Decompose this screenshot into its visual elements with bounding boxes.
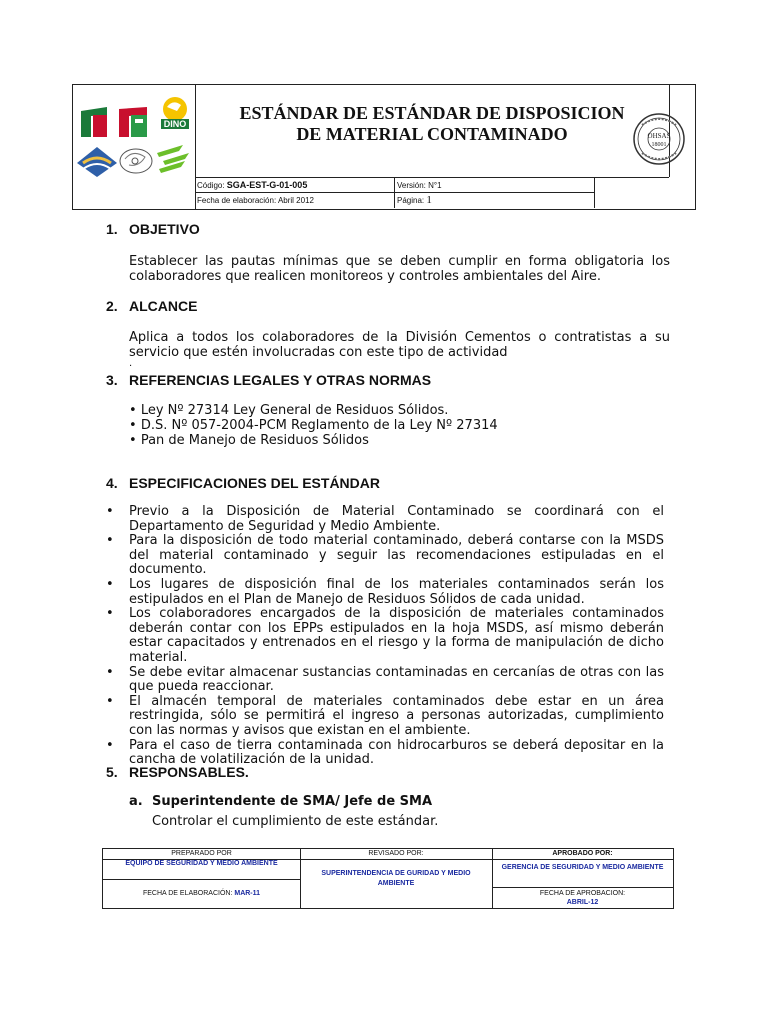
responsable-subheading: a. Superintendente de SMA/ Jefe de SMA — [129, 794, 433, 809]
section-objetivo-heading: 1. OBJETIVO — [106, 221, 200, 237]
section-referencias-heading: 3. REFERENCIAS LEGALES Y OTRAS NORMAS — [106, 372, 432, 388]
list-item: • Los colaboradores encargados de la disposición de materiales contaminados deberán contar con los EPPs estipulados en la hoja MSDS, así mismo deberán estar capacitados y entrenados en el riesgo y la forma de manipulación de dicho material. — [106, 607, 664, 665]
logo-drawing-icon — [120, 149, 152, 173]
document-header — [72, 84, 696, 210]
responsable-text: Controlar el cumplimiento de este estándar. — [152, 814, 439, 829]
logo-blue-wave-icon — [77, 147, 117, 177]
referencias-list — [129, 403, 498, 448]
list-item: • Para el caso de tierra contaminada con hidrocarburos se deberá depositar en la cancha de volatilización de la unidad. — [106, 739, 664, 768]
seal-number: 18001 — [651, 142, 667, 148]
preparado-column — [103, 849, 301, 908]
list-item: • Los lugares de disposición final de los materiales contaminados serán los estipulados en el Plan de Manejo de Residuos Sólidos de cada unidad. — [106, 578, 664, 607]
aprobado-label: APROBADO POR: — [492, 849, 673, 860]
company-logos — [73, 85, 195, 209]
revisado-column — [300, 849, 493, 908]
codigo-value: SGA-EST-G-01-005 — [226, 180, 308, 190]
fecha-elaboracion: FECHA DE ELABORACIÓN: MAR-11 — [142, 890, 261, 897]
fecha-cell: Fecha de elaboración: Abril 2012 — [195, 193, 395, 208]
list-item: • Se debe evitar almacenar sustancias contaminadas en cercanías de otras con las que pueda reaccionar. — [106, 666, 664, 695]
logos-cell — [73, 85, 196, 209]
section-especificaciones-heading: 4. ESPECIFICACIONES DEL ESTÁNDAR — [106, 475, 380, 491]
list-item: • Pan de Manejo de Residuos Sólidos — [129, 433, 498, 448]
list-item: • El almacén temporal de materiales contaminados debe estar en un área restringida, sólo se permitirá el ingreso a personas autorizadas, cumplimiento con las normas y avisos que existan en el ambiente. — [106, 695, 664, 739]
document-title — [239, 103, 624, 145]
revisado-label: REVISADO POR: — [300, 849, 492, 860]
list-item: • Ley Nº 27314 Ley General de Residuos Sólidos. — [129, 403, 498, 418]
section-objetivo-text: Establecer las pautas mínimas que se deben cumplir en forma obligatoria los colaboradores que realicen monitoreos y controles ambientales del Aire. — [129, 254, 670, 284]
page-number: 1 — [426, 194, 432, 206]
fecha-aprobacion-label: FECHA DE APROBACION: — [539, 890, 626, 897]
logo-cts-green-icon — [119, 107, 147, 137]
list-item: • D.S. Nº 057-2004-PCM Reglamento de la Ley Nº 27314 — [129, 418, 498, 433]
list-item: • Para la disposición de todo material contaminado, deberá contarse con la MSDS del material contaminado y seguir las recomendaciones estipuladas en el documento. — [106, 534, 664, 578]
seal-text: OHSAS — [647, 132, 671, 140]
logo-green-stripes-icon — [157, 145, 189, 173]
fecha-aprobacion-value: ABRIL-12 — [566, 899, 599, 906]
section-responsables-heading: 5. RESPONSABLES. — [106, 764, 249, 780]
codigo-cell: Código: SGA-EST-G-01-005 — [195, 178, 395, 193]
preparado-label: PREPARADO POR — [103, 849, 300, 860]
title-line-2: DE MATERIAL CONTAMINADO — [296, 124, 568, 144]
document-meta — [195, 177, 669, 210]
section-alcance-text: Aplica a todos los colaboradores de la División Cementos o contratistas a su servicio que estén involucradas con este tipo de actividad . — [129, 330, 670, 369]
dino-label: DINO — [163, 119, 187, 129]
aprobado-column — [492, 849, 673, 908]
especificaciones-list — [106, 505, 664, 768]
section-alcance-heading: 2. ALCANCE — [106, 298, 198, 314]
preparado-value: EQUIPO DE SEGURIDAD Y MEDIO AMBIENTE — [125, 860, 278, 867]
revisado-value: SUPERINTENDENCIA DE GURIDAD Y MEDIO AMBIENTE — [321, 870, 471, 887]
logo-cts-red-icon — [81, 107, 107, 137]
list-item: • Previo a la Disposición de Material Contaminado se coordinará con el Departamento de Seguridad y Medio Ambiente. — [106, 505, 664, 534]
aprobado-value: GERENCIA DE SEGURIDAD Y MEDIO AMBIENTE — [501, 864, 664, 871]
logo-dino-icon — [161, 97, 189, 129]
pagina-cell: Página: 1 — [395, 193, 595, 208]
version-cell: Versión: N°1 — [395, 178, 595, 193]
approval-table — [102, 848, 674, 909]
title-line-1: ESTÁNDAR DE ESTÁNDAR DE DISPOSICION — [239, 103, 625, 123]
